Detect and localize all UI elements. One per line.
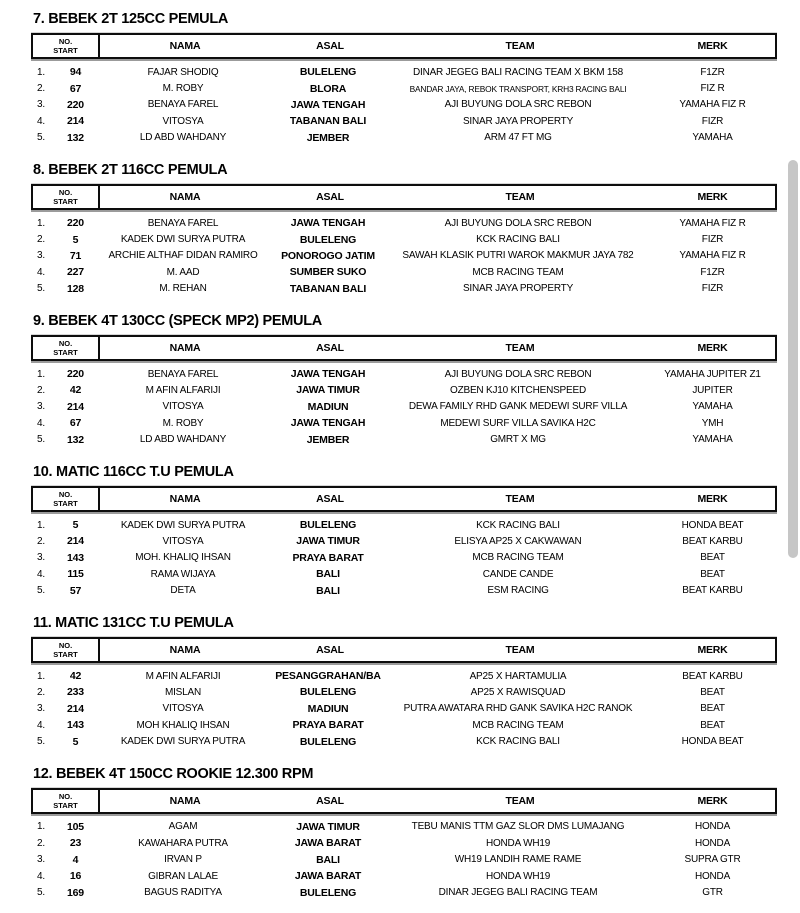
- cell-origin: TABANAN BALI: [289, 282, 367, 295]
- cell-brand: YAMAHA FIZ R: [679, 217, 746, 229]
- table-row: [31, 415, 777, 431]
- cell-start-number: 71: [69, 249, 82, 262]
- cell-position: 5.: [37, 585, 45, 597]
- section-title: 8. BEBEK 2T 116CC PEMULA: [33, 161, 228, 178]
- cell-origin: JAWA TENGAH: [290, 98, 366, 111]
- cell-team: DINAR JEGEG BALI RACING TEAM: [438, 887, 598, 899]
- cell-brand: BEAT: [700, 552, 725, 564]
- entry-table: [31, 184, 777, 297]
- table-row: [31, 852, 777, 868]
- cell-brand: FIZR: [701, 234, 724, 246]
- cell-brand: FIZR: [701, 115, 724, 127]
- cell-team: AJI BUYUNG DOLA SRC REBON: [444, 217, 592, 229]
- cell-brand: BEAT KARBU: [682, 535, 743, 547]
- cell-team: GMRT X MG: [490, 434, 546, 446]
- cell-brand: F1ZR: [700, 66, 725, 78]
- column-header-team: TEAM: [505, 492, 535, 505]
- column-header-asal: ASAL: [316, 643, 344, 656]
- start-label: START: [53, 649, 78, 659]
- cell-rider-name: AGAM: [168, 821, 198, 833]
- cell-team: ARM 47 FT MG: [484, 132, 552, 144]
- cell-origin: MADIUN: [307, 702, 349, 715]
- cell-brand: BEAT: [700, 568, 725, 580]
- cell-team: OZBEN KJ10 KITCHENSPEED: [450, 384, 586, 396]
- cell-position: 1.: [37, 821, 45, 833]
- table-body: [31, 215, 777, 297]
- table-row: [31, 701, 777, 717]
- cell-brand: SUPRA GTR: [684, 854, 741, 866]
- column-header-no-start: [33, 186, 100, 208]
- cell-start-number: 23: [69, 837, 82, 850]
- table-row: [31, 733, 777, 749]
- table-row: [31, 281, 777, 297]
- start-label: START: [53, 46, 78, 55]
- cell-rider-name: M. AAD: [166, 266, 200, 278]
- cell-brand: HONDA BEAT: [681, 519, 744, 531]
- column-header-merk: MERK: [697, 190, 728, 203]
- cell-rider-name: M. ROBY: [162, 83, 204, 95]
- cell-start-number: 220: [67, 368, 84, 381]
- cell-origin: MADIUN: [307, 400, 349, 413]
- cell-start-number: 132: [67, 433, 84, 446]
- cell-origin: JAWA BARAT: [294, 837, 362, 850]
- cell-rider-name: MOH. KHALIQ IHSAN: [135, 552, 231, 564]
- cell-brand: F1ZR: [700, 266, 725, 278]
- cell-position: 5.: [37, 736, 45, 748]
- cell-rider-name: M. ROBY: [162, 417, 204, 429]
- cell-position: 2.: [37, 535, 45, 547]
- column-header-team: TEAM: [505, 40, 535, 52]
- no-label: NO.: [58, 187, 73, 197]
- cell-position: 3.: [37, 703, 45, 715]
- cell-position: 4.: [37, 417, 45, 429]
- cell-position: 1.: [37, 66, 45, 78]
- cell-team: TEBU MANIS TTM GAZ SLOR DMS LUMAJANG: [411, 821, 625, 833]
- cell-team: AJI BUYUNG DOLA SRC REBON: [444, 99, 592, 111]
- cell-position: 1.: [37, 519, 45, 531]
- column-header-no-start: [33, 488, 100, 510]
- cell-origin: BULELENG: [299, 233, 357, 246]
- cell-origin: BALI: [316, 568, 340, 581]
- cell-rider-name: GIBRAN LALAE: [148, 870, 218, 882]
- table-row: [31, 231, 777, 247]
- cell-brand: BEAT: [700, 719, 725, 731]
- cell-start-number: 5: [72, 519, 79, 532]
- cell-team: AP25 X HARTAMULIA: [469, 670, 567, 682]
- cell-position: 4.: [37, 870, 45, 882]
- column-header-no-start: [33, 639, 100, 661]
- cell-start-number: 214: [67, 535, 84, 548]
- column-header-team: TEAM: [505, 190, 535, 203]
- no-label: NO.: [58, 791, 73, 801]
- table-body: [31, 819, 777, 901]
- column-header-asal: ASAL: [316, 794, 344, 807]
- entry-table: [31, 335, 777, 448]
- table-row: [31, 248, 777, 264]
- cell-position: 1.: [37, 217, 45, 229]
- cell-brand: YAMAHA: [692, 401, 733, 413]
- cell-brand: FIZ R: [700, 83, 725, 95]
- cell-rider-name: IRVAN P: [164, 854, 202, 866]
- cell-rider-name: KADEK DWI SURYA PUTRA: [120, 736, 246, 748]
- race-class-section: [0, 615, 800, 750]
- cell-team: CANDE CANDE: [482, 568, 554, 580]
- cell-start-number: 5: [72, 233, 79, 246]
- cell-rider-name: RAMA WIJAYA: [150, 568, 216, 580]
- cell-origin: BALI: [316, 584, 340, 597]
- cell-brand: HONDA: [694, 821, 731, 833]
- cell-start-number: 67: [69, 82, 82, 95]
- table-header-row: [31, 486, 777, 512]
- cell-position: 5.: [37, 132, 45, 144]
- cell-position: 3.: [37, 401, 45, 413]
- cell-brand: BEAT KARBU: [682, 585, 743, 597]
- cell-team: BANDAR JAYA, REBOK TRANSPORT, KRH3 RACING BALI: [409, 83, 627, 94]
- table-body: [31, 64, 777, 146]
- column-header-merk: MERK: [697, 794, 728, 807]
- cell-rider-name: BENAYA FAREL: [147, 368, 219, 380]
- race-class-section: [0, 766, 800, 901]
- cell-team: MEDEWI SURF VILLA SAVIKA H2C: [440, 417, 596, 429]
- cell-position: 2.: [37, 234, 45, 246]
- cell-brand: YAMAHA FIZ R: [679, 99, 746, 111]
- cell-position: 2.: [37, 686, 45, 698]
- cell-origin: BULELENG: [299, 886, 357, 899]
- cell-position: 4.: [37, 568, 45, 580]
- cell-origin: JAWA TIMUR: [296, 535, 360, 548]
- table-row: [31, 684, 777, 700]
- cell-start-number: 94: [69, 66, 82, 79]
- cell-team: AP25 X RAWISQUAD: [470, 686, 566, 698]
- cell-origin: BALI: [316, 853, 340, 866]
- cell-rider-name: LD ABD WAHDANY: [139, 132, 227, 144]
- cell-rider-name: VITOSYA: [162, 703, 204, 715]
- race-class-section: [0, 464, 800, 599]
- column-header-no-start: [33, 790, 100, 812]
- cell-team: MCB RACING TEAM: [472, 552, 564, 564]
- column-header-asal: ASAL: [316, 40, 344, 52]
- cell-start-number: 220: [67, 217, 84, 230]
- cell-start-number: 42: [69, 384, 82, 397]
- table-header-row: [31, 335, 777, 361]
- start-label: START: [53, 196, 78, 206]
- table-row: [31, 868, 777, 884]
- cell-position: 2.: [37, 384, 45, 396]
- cell-brand: BEAT KARBU: [682, 670, 743, 682]
- table-row: [31, 884, 777, 900]
- cell-origin: JAWA TENGAH: [290, 417, 366, 430]
- cell-position: 5.: [37, 283, 45, 295]
- column-header-no-start: [33, 35, 100, 57]
- cell-team: DEWA FAMILY RHD GANK MEDEWI SURF VILLA: [408, 401, 628, 413]
- table-header-row: [31, 184, 777, 210]
- cell-start-number: 16: [69, 870, 82, 883]
- table-body: [31, 517, 777, 599]
- cell-origin: JAWA TENGAH: [290, 368, 366, 381]
- cell-origin: JAWA TENGAH: [290, 217, 366, 230]
- cell-origin: BULELENG: [299, 519, 357, 532]
- cell-rider-name: M AFIN ALFARIJI: [145, 670, 221, 682]
- cell-origin: BULELENG: [299, 735, 357, 748]
- cell-team: AJI BUYUNG DOLA SRC REBON: [444, 368, 592, 380]
- cell-start-number: 220: [67, 98, 84, 111]
- entry-table: [31, 33, 777, 146]
- cell-team: ESM RACING: [487, 585, 549, 597]
- cell-rider-name: LD ABD WAHDANY: [139, 434, 227, 446]
- table-row: [31, 431, 777, 447]
- cell-rider-name: MOH KHALIQ IHSAN: [136, 719, 230, 731]
- cell-brand: YAMAHA FIZ R: [679, 250, 746, 262]
- table-row: [31, 533, 777, 549]
- cell-start-number: 115: [67, 568, 84, 581]
- column-header-asal: ASAL: [316, 492, 344, 505]
- cell-brand: FIZR: [701, 283, 724, 295]
- cell-position: 5.: [37, 887, 45, 899]
- cell-brand: GTR: [702, 887, 723, 899]
- no-label: NO.: [58, 338, 73, 348]
- section-title: 7. BEBEK 2T 125CC PEMULA: [33, 11, 229, 27]
- table-row: [31, 717, 777, 733]
- cell-origin: JEMBER: [306, 433, 350, 446]
- cell-rider-name: ARCHIE ALTHAF DIDAN RAMIRO: [108, 250, 258, 262]
- table-row: [31, 215, 777, 231]
- section-title: 11. MATIC 131CC T.U PEMULA: [33, 614, 234, 631]
- cell-start-number: 128: [67, 282, 84, 295]
- cell-start-number: 5: [72, 735, 79, 748]
- cell-rider-name: VITOSYA: [162, 115, 204, 127]
- cell-position: 1.: [37, 670, 45, 682]
- cell-rider-name: BAGUS RADITYA: [144, 887, 222, 899]
- cell-team: MCB RACING TEAM: [472, 266, 564, 278]
- cell-start-number: 67: [69, 417, 82, 430]
- cell-rider-name: KADEK DWI SURYA PUTRA: [120, 519, 246, 531]
- cell-origin: PRAYA BARAT: [292, 551, 364, 564]
- cell-team: SINAR JAYA PROPERTY: [462, 115, 574, 127]
- entry-table: [31, 486, 777, 599]
- table-row: [31, 517, 777, 533]
- cell-origin: PONOROGO JATIM: [281, 249, 375, 262]
- cell-rider-name: DETA: [170, 585, 196, 597]
- column-header-merk: MERK: [697, 643, 728, 656]
- cell-team: KCK RACING BALI: [476, 519, 560, 531]
- cell-position: 2.: [37, 83, 45, 95]
- cell-start-number: 227: [67, 266, 84, 279]
- cell-rider-name: MISLAN: [164, 686, 202, 698]
- column-header-nama: NAMA: [169, 190, 201, 203]
- cell-rider-name: M. REHAN: [159, 283, 207, 295]
- cell-position: 3.: [37, 250, 45, 262]
- cell-team: SAWAH KLASIK PUTRI WAROK MAKMUR JAYA 782: [402, 250, 634, 262]
- cell-team: WH19 LANDIH RAME RAME: [454, 854, 582, 866]
- table-body: [31, 366, 777, 448]
- cell-brand: BEAT: [700, 686, 725, 698]
- cell-start-number: 105: [67, 820, 84, 833]
- column-header-merk: MERK: [697, 492, 728, 505]
- cell-brand: YAMAHA JUPITER Z1: [664, 368, 761, 380]
- cell-team: SINAR JAYA PROPERTY: [462, 283, 574, 295]
- cell-team: KCK RACING BALI: [476, 234, 560, 246]
- column-header-team: TEAM: [505, 794, 535, 807]
- cell-position: 1.: [37, 368, 45, 380]
- table-row: [31, 399, 777, 415]
- cell-start-number: 132: [67, 131, 84, 144]
- cell-team: MCB RACING TEAM: [472, 719, 564, 731]
- cell-start-number: 214: [67, 400, 84, 413]
- cell-brand: YAMAHA: [692, 434, 733, 446]
- table-row: [31, 113, 777, 129]
- cell-start-number: 143: [67, 551, 84, 564]
- table-row: [31, 382, 777, 398]
- no-label: NO.: [58, 489, 73, 499]
- table-row: [31, 550, 777, 566]
- cell-start-number: 214: [67, 115, 84, 128]
- cell-origin: BULELENG: [299, 66, 357, 79]
- table-header-row: [31, 637, 777, 663]
- cell-rider-name: FAJAR SHODIQ: [147, 66, 219, 78]
- column-header-nama: NAMA: [169, 643, 201, 656]
- cell-position: 4.: [37, 719, 45, 731]
- cell-position: 2.: [37, 837, 45, 849]
- table-row: [31, 264, 777, 280]
- cell-origin: JAWA TIMUR: [296, 820, 360, 833]
- sections-container: [0, 11, 800, 901]
- cell-origin: JAWA TIMUR: [296, 384, 360, 397]
- cell-position: 5.: [37, 434, 45, 446]
- column-header-asal: ASAL: [316, 341, 344, 354]
- cell-origin: BULELENG: [299, 686, 357, 699]
- table-row: [31, 668, 777, 684]
- race-class-section: [0, 11, 800, 146]
- entry-table: [31, 637, 777, 750]
- start-label: START: [53, 800, 78, 810]
- cell-origin: PESANGGRAHAN/BA: [275, 670, 381, 682]
- cell-team: ELISYA AP25 X CAKWAWAN: [454, 535, 582, 547]
- cell-origin: BLORA: [309, 82, 347, 95]
- cell-rider-name: KADEK DWI SURYA PUTRA: [120, 234, 246, 246]
- no-label: NO.: [58, 640, 73, 650]
- table-row: [31, 835, 777, 851]
- cell-start-number: 143: [67, 719, 84, 732]
- cell-rider-name: BENAYA FAREL: [147, 217, 219, 229]
- cell-start-number: 4: [72, 853, 79, 866]
- table-row: [31, 566, 777, 582]
- race-class-section: [0, 162, 800, 297]
- no-label: NO.: [58, 37, 73, 46]
- cell-brand: JUPITER: [692, 384, 733, 396]
- cell-team: DINAR JEGEG BALI RACING TEAM X BKM 158: [412, 66, 624, 78]
- cell-rider-name: VITOSYA: [162, 401, 204, 413]
- cell-start-number: 57: [69, 584, 82, 597]
- cell-brand: HONDA: [694, 870, 731, 882]
- cell-start-number: 169: [67, 886, 84, 899]
- cell-team: KCK RACING BALI: [476, 736, 560, 748]
- cell-start-number: 42: [69, 670, 82, 682]
- table-row: [31, 130, 777, 146]
- race-class-section: [0, 313, 800, 448]
- table-row: [31, 80, 777, 96]
- cell-brand: YMH: [701, 417, 724, 429]
- column-header-nama: NAMA: [169, 40, 201, 52]
- cell-rider-name: BENAYA FAREL: [147, 99, 219, 111]
- table-row: [31, 97, 777, 113]
- cell-brand: HONDA BEAT: [681, 736, 744, 748]
- column-header-nama: NAMA: [169, 341, 201, 354]
- column-header-merk: MERK: [697, 40, 728, 52]
- column-header-nama: NAMA: [169, 794, 201, 807]
- table-row: [31, 582, 777, 598]
- cell-position: 4.: [37, 266, 45, 278]
- start-label: START: [53, 498, 78, 508]
- table-row: [31, 64, 777, 80]
- start-label: START: [53, 347, 78, 357]
- column-header-asal: ASAL: [316, 190, 344, 203]
- table-header-row: [31, 33, 777, 59]
- column-header-team: TEAM: [505, 341, 535, 354]
- cell-position: 3.: [37, 854, 45, 866]
- cell-start-number: 233: [67, 686, 84, 699]
- cell-rider-name: M AFIN ALFARIJI: [145, 384, 221, 396]
- cell-rider-name: KAWAHARA PUTRA: [138, 837, 228, 849]
- cell-origin: JAWA BARAT: [294, 870, 362, 883]
- table-body: [31, 668, 777, 750]
- cell-position: 3.: [37, 552, 45, 564]
- cell-team: HONDA WH19: [485, 870, 551, 882]
- table-row: [31, 366, 777, 382]
- cell-brand: HONDA: [694, 837, 731, 849]
- column-header-merk: MERK: [697, 341, 728, 354]
- table-row: [31, 819, 777, 835]
- cell-brand: BEAT: [700, 703, 725, 715]
- cell-origin: JEMBER: [306, 131, 350, 144]
- entry-table: [31, 788, 777, 901]
- section-title: 9. BEBEK 4T 130CC (SPECK MP2) PEMULA: [33, 312, 322, 329]
- cell-origin: TABANAN BALI: [289, 115, 367, 128]
- cell-start-number: 214: [67, 702, 84, 715]
- column-header-team: TEAM: [505, 643, 535, 656]
- cell-team: HONDA WH19: [485, 837, 551, 849]
- cell-position: 3.: [37, 99, 45, 111]
- cell-team: PUTRA AWATARA RHD GANK SAVIKA H2C RANOK: [403, 703, 633, 715]
- cell-origin: PRAYA BARAT: [292, 719, 364, 732]
- section-title: 10. MATIC 116CC T.U PEMULA: [33, 463, 234, 480]
- section-title: 12. BEBEK 4T 150CC ROOKIE 12.300 RPM: [33, 765, 314, 782]
- column-header-no-start: [33, 337, 100, 359]
- column-header-nama: NAMA: [169, 492, 201, 505]
- cell-position: 4.: [37, 115, 45, 127]
- table-header-row: [31, 788, 777, 814]
- cell-brand: YAMAHA: [692, 132, 733, 144]
- cell-rider-name: VITOSYA: [162, 535, 204, 547]
- cell-origin: SUMBER SUKO: [289, 266, 367, 279]
- vertical-scrollbar-thumb[interactable]: [788, 160, 798, 558]
